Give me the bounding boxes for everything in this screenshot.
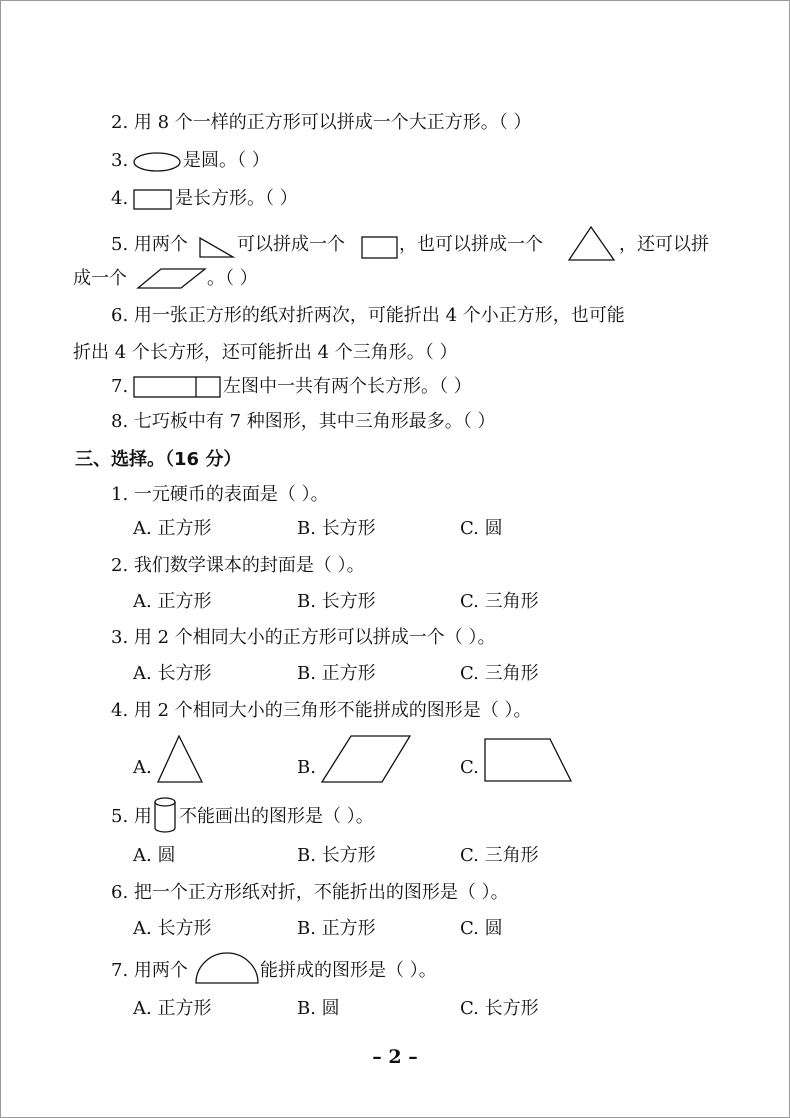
section-heading-choice: 三、选择。（16 分）	[75, 449, 242, 470]
judge-q7-text: 左图中一共有两个长方形。（ ）	[223, 376, 472, 397]
page-number: – 2 –	[372, 1046, 418, 1068]
choice-q4: 4. 用 2 个相同大小的三角形不能拼成的图形是（ ）。	[111, 700, 532, 721]
choice-q6-option-b: B. 正方形	[297, 918, 376, 939]
judge-q5-part4: ，还可以拼	[619, 234, 709, 255]
choice-q5-part2: 不能画出的图形是（ ）。	[179, 806, 374, 827]
split-rectangle-figure	[133, 376, 223, 400]
choice-q7-part1: 7. 用两个	[111, 960, 188, 981]
choice-q1: 1. 一元硬币的表面是（ ）。	[111, 484, 329, 505]
choice-q3-option-c: C. 三角形	[460, 663, 539, 684]
choice-q7-part2: 能拼成的图形是（ ）。	[260, 960, 437, 981]
choice-q7-option-c: C. 长方形	[460, 998, 539, 1019]
choice-q3-option-b: B. 正方形	[297, 663, 376, 684]
choice-q2-option-c: C. 三角形	[460, 591, 539, 612]
judge-q5-part5: 成一个	[73, 268, 127, 289]
judge-q3-text: 是圆。（ ）	[183, 150, 270, 171]
triangle-option-figure	[157, 735, 205, 785]
parallelogram-figure	[137, 268, 207, 290]
judge-q3-number: 3.	[111, 150, 129, 171]
choice-q3: 3. 用 2 个相同大小的正方形可以拼成一个（ ）。	[111, 627, 496, 648]
choice-q7-option-a: A. 正方形	[133, 998, 212, 1019]
choice-q3-option-a: A. 长方形	[133, 663, 212, 684]
choice-q2: 2. 我们数学课本的封面是（ ）。	[111, 555, 365, 576]
choice-q4-option-a: A.	[133, 757, 152, 778]
choice-q4-option-b: B.	[297, 757, 316, 778]
ellipse-figure	[133, 151, 181, 173]
choice-q5-option-a: A. 圆	[133, 845, 176, 866]
judge-q6-line2: 折出 4 个长方形，还可能折出 4 个三角形。（ ）	[73, 342, 458, 363]
judge-q6-line1: 6. 用一张正方形的纸对折两次，可能折出 4 个小正方形，也可能	[111, 305, 625, 326]
choice-q1-option-a: A. 正方形	[133, 518, 212, 539]
rectangle-figure-2	[361, 236, 399, 260]
parallelogram-option-figure	[321, 735, 413, 785]
cylinder-figure	[153, 797, 179, 835]
choice-q2-option-a: A. 正方形	[133, 591, 212, 612]
judge-q5-part3: ，也可以拼成一个	[399, 234, 543, 255]
right-triangle-figure	[199, 237, 235, 259]
judge-q7-number: 7.	[111, 376, 129, 397]
choice-q2-option-b: B. 长方形	[297, 591, 376, 612]
judge-q5-part6: 。（ ）	[207, 268, 258, 289]
choice-q4-option-c: C.	[460, 757, 479, 778]
choice-q6: 6. 把一个正方形纸对折，不能折出的图形是（ ）。	[111, 882, 509, 903]
semicircle-figure	[195, 951, 259, 985]
judge-q2: 2. 用 8 个一样的正方形可以拼成一个大正方形。（ ）	[111, 112, 532, 133]
choice-q5-option-c: C. 三角形	[460, 845, 539, 866]
choice-q6-option-c: C. 圆	[460, 918, 503, 939]
triangle-figure	[568, 226, 616, 262]
choice-q5-part1: 5. 用	[111, 806, 152, 827]
judge-q4-number: 4.	[111, 188, 129, 209]
choice-q7-option-b: B. 圆	[297, 998, 340, 1019]
choice-q1-option-b: B. 长方形	[297, 518, 376, 539]
choice-q6-option-a: A. 长方形	[133, 918, 212, 939]
rectangle-figure	[133, 189, 173, 211]
choice-q5-option-b: B. 长方形	[297, 845, 376, 866]
judge-q5-part2: 可以拼成一个	[237, 234, 345, 255]
judge-q8: 8. 七巧板中有 7 种图形，其中三角形最多。（ ）	[111, 411, 496, 432]
judge-q4-text: 是长方形。（ ）	[175, 188, 298, 209]
choice-q1-option-c: C. 圆	[460, 518, 503, 539]
judge-q5-part1: 5. 用两个	[111, 234, 188, 255]
trapezoid-option-figure	[484, 738, 574, 784]
